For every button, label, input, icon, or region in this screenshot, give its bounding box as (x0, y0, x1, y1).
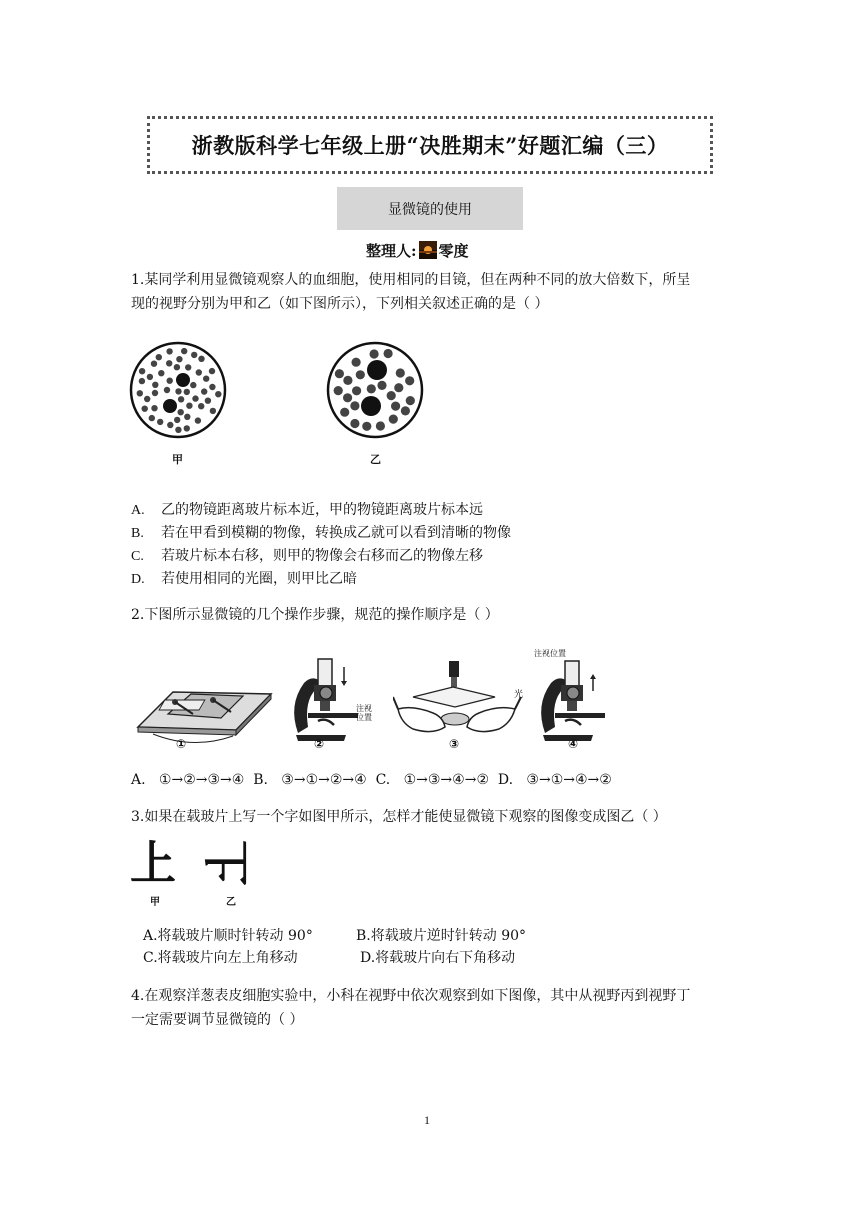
red-blood-cell (139, 378, 145, 384)
red-blood-cell (186, 403, 192, 409)
q1-label-yi: 乙 (370, 453, 381, 466)
red-blood-cell (196, 369, 202, 375)
red-blood-cell (335, 369, 344, 378)
red-blood-cell (343, 393, 352, 402)
red-blood-cell (152, 382, 158, 388)
red-blood-cell (158, 370, 164, 376)
white-blood-cell (163, 399, 177, 413)
red-blood-cell (178, 396, 184, 402)
red-blood-cell (164, 387, 170, 393)
red-blood-cell (190, 382, 196, 388)
red-blood-cell (406, 396, 415, 405)
q1-text-line1: 1.某同学利用显微镜观察人的血细胞，使用相同的目镜，但在两种不同的放大倍数下，所呈 (131, 272, 691, 288)
red-blood-cell (157, 419, 163, 425)
red-blood-cell (377, 381, 386, 390)
red-blood-cell (396, 368, 405, 377)
red-blood-cell (184, 425, 190, 431)
red-blood-cell (167, 378, 173, 384)
red-blood-cell (184, 414, 190, 420)
red-blood-cell (210, 408, 216, 414)
red-blood-cell (192, 395, 198, 401)
q2-annotation-2: 注视位置 (356, 704, 372, 722)
red-blood-cell (139, 368, 145, 374)
red-blood-cell (149, 415, 155, 421)
red-blood-cell (391, 402, 400, 411)
q2-step2-microscope-figure (286, 655, 376, 745)
q3-option-a: A.将载玻片顺时针转动 90° (143, 928, 313, 944)
section-heading-box (337, 187, 523, 230)
red-blood-cell (209, 368, 215, 374)
red-blood-cell (215, 391, 221, 397)
red-blood-cell (151, 361, 157, 367)
red-blood-cell (195, 417, 201, 423)
red-blood-cell (343, 376, 352, 385)
red-blood-cell (352, 358, 361, 367)
q3-label-jia: 甲 (150, 897, 160, 908)
red-blood-cell (209, 384, 215, 390)
red-blood-cell (350, 401, 359, 410)
q2-text: 2.下图所示显微镜的几个操作步骤，规范的操作顺序是（ ） (131, 607, 499, 623)
q2-label-3: ③ (449, 737, 460, 751)
red-blood-cell (174, 364, 180, 370)
q4-text-line2: 一定需要调节显微镜的（ ） (131, 1012, 304, 1028)
red-blood-cell (401, 406, 410, 415)
red-blood-cell (185, 364, 191, 370)
red-blood-cell (334, 386, 343, 395)
q1-figure-yi (325, 340, 425, 440)
q1-text-line2: 现的视野分别为甲和乙（如下图所示），下列相关叙述正确的是（ ） (131, 296, 549, 312)
red-blood-cell (384, 349, 393, 358)
red-blood-cell (370, 349, 379, 358)
red-blood-cell (394, 383, 403, 392)
red-blood-cell (156, 354, 162, 360)
red-blood-cell (184, 389, 190, 395)
q2-options: A. ①→②→③→④ B. ③→①→②→④ C. ①→③→④→② D. ③→①→④→② (131, 772, 612, 788)
author-prefix: 整理人: (366, 241, 417, 260)
q2-label-1: ① (176, 737, 187, 751)
red-blood-cell (176, 356, 182, 362)
red-blood-cell (142, 406, 148, 412)
red-blood-cell (152, 390, 158, 396)
white-blood-cell (361, 396, 381, 416)
red-blood-cell (151, 405, 157, 411)
red-blood-cell (166, 348, 172, 354)
red-blood-cell (144, 396, 150, 402)
sunset-logo-icon (419, 241, 437, 259)
red-blood-cell (356, 370, 365, 379)
q2-annotation-4: 注视位置 (534, 649, 566, 658)
q3-text: 3.如果在载玻片上写一个字如图甲所示，怎样才能使显微镜下观察的图像变成图乙（ ） (131, 809, 667, 825)
author-name: 零度 (438, 241, 469, 260)
red-blood-cell (174, 417, 180, 423)
title-box (147, 116, 713, 174)
red-blood-cell (340, 408, 349, 417)
q1-label-jia: 甲 (172, 453, 183, 466)
page-title: 浙教版科学七年级上册“决胜期末”好题汇编（三） (191, 133, 669, 158)
red-blood-cell (367, 384, 376, 393)
red-blood-cell (178, 409, 184, 415)
q2-label-2: ② (314, 737, 325, 751)
red-blood-cell (205, 398, 211, 404)
q2-label-4: ④ (568, 737, 579, 751)
q1-option-a: A. 乙的物镜距离玻片标本近，甲的物镜距离玻片标本远 (131, 502, 483, 518)
red-blood-cell (350, 419, 359, 428)
q1-option-d: D. 若使用相同的光圈，则甲比乙暗 (131, 571, 357, 587)
author-line (366, 238, 469, 262)
red-blood-cell (166, 360, 172, 366)
q3-option-b: B.将载玻片逆时针转动 90° (356, 928, 527, 944)
q3-option-d: D.将载玻片向右下角移动 (360, 950, 516, 966)
red-blood-cell (376, 421, 385, 430)
red-blood-cell (181, 348, 187, 354)
page-number: 1 (424, 1113, 430, 1127)
q3-option-c: C.将载玻片向左上角移动 (143, 950, 298, 966)
red-blood-cell (175, 427, 181, 433)
q3-figure-yi-char: 上 (201, 840, 255, 886)
red-blood-cell (147, 374, 153, 380)
q1-figure-jia (128, 340, 228, 440)
q2-annotation-3: 光 (514, 690, 524, 700)
white-blood-cell (367, 360, 387, 380)
q2-step3-hands-figure (393, 657, 523, 742)
q4-text-line1: 4.在观察洋葱表皮细胞实验中，小科在视野中依次观察到如下图像，其中从视野丙到视野丁 (131, 988, 691, 1004)
red-blood-cell (198, 356, 204, 362)
red-blood-cell (362, 422, 371, 431)
red-blood-cell (175, 388, 181, 394)
red-blood-cell (387, 391, 396, 400)
red-blood-cell (352, 386, 361, 395)
q3-figure-jia-char: 上 (130, 836, 176, 890)
red-blood-cell (167, 422, 173, 428)
red-blood-cell (137, 390, 143, 396)
section-heading: 显微镜的使用 (388, 201, 472, 218)
white-blood-cell (176, 373, 190, 387)
red-blood-cell (203, 376, 209, 382)
q2-step1-slide-figure (133, 672, 273, 752)
red-blood-cell (191, 352, 197, 358)
q1-option-c: C. 若玻片标本右移，则甲的物像会右移而乙的物像左移 (131, 548, 483, 564)
q2-step4-microscope-figure (533, 655, 618, 745)
q1-option-b: B. 若在甲看到模糊的物像，转换成乙就可以看到清晰的物像 (131, 525, 511, 541)
red-blood-cell (198, 403, 204, 409)
red-blood-cell (389, 415, 398, 424)
q3-label-yi: 乙 (226, 897, 236, 908)
red-blood-cell (405, 376, 414, 385)
red-blood-cell (201, 388, 207, 394)
